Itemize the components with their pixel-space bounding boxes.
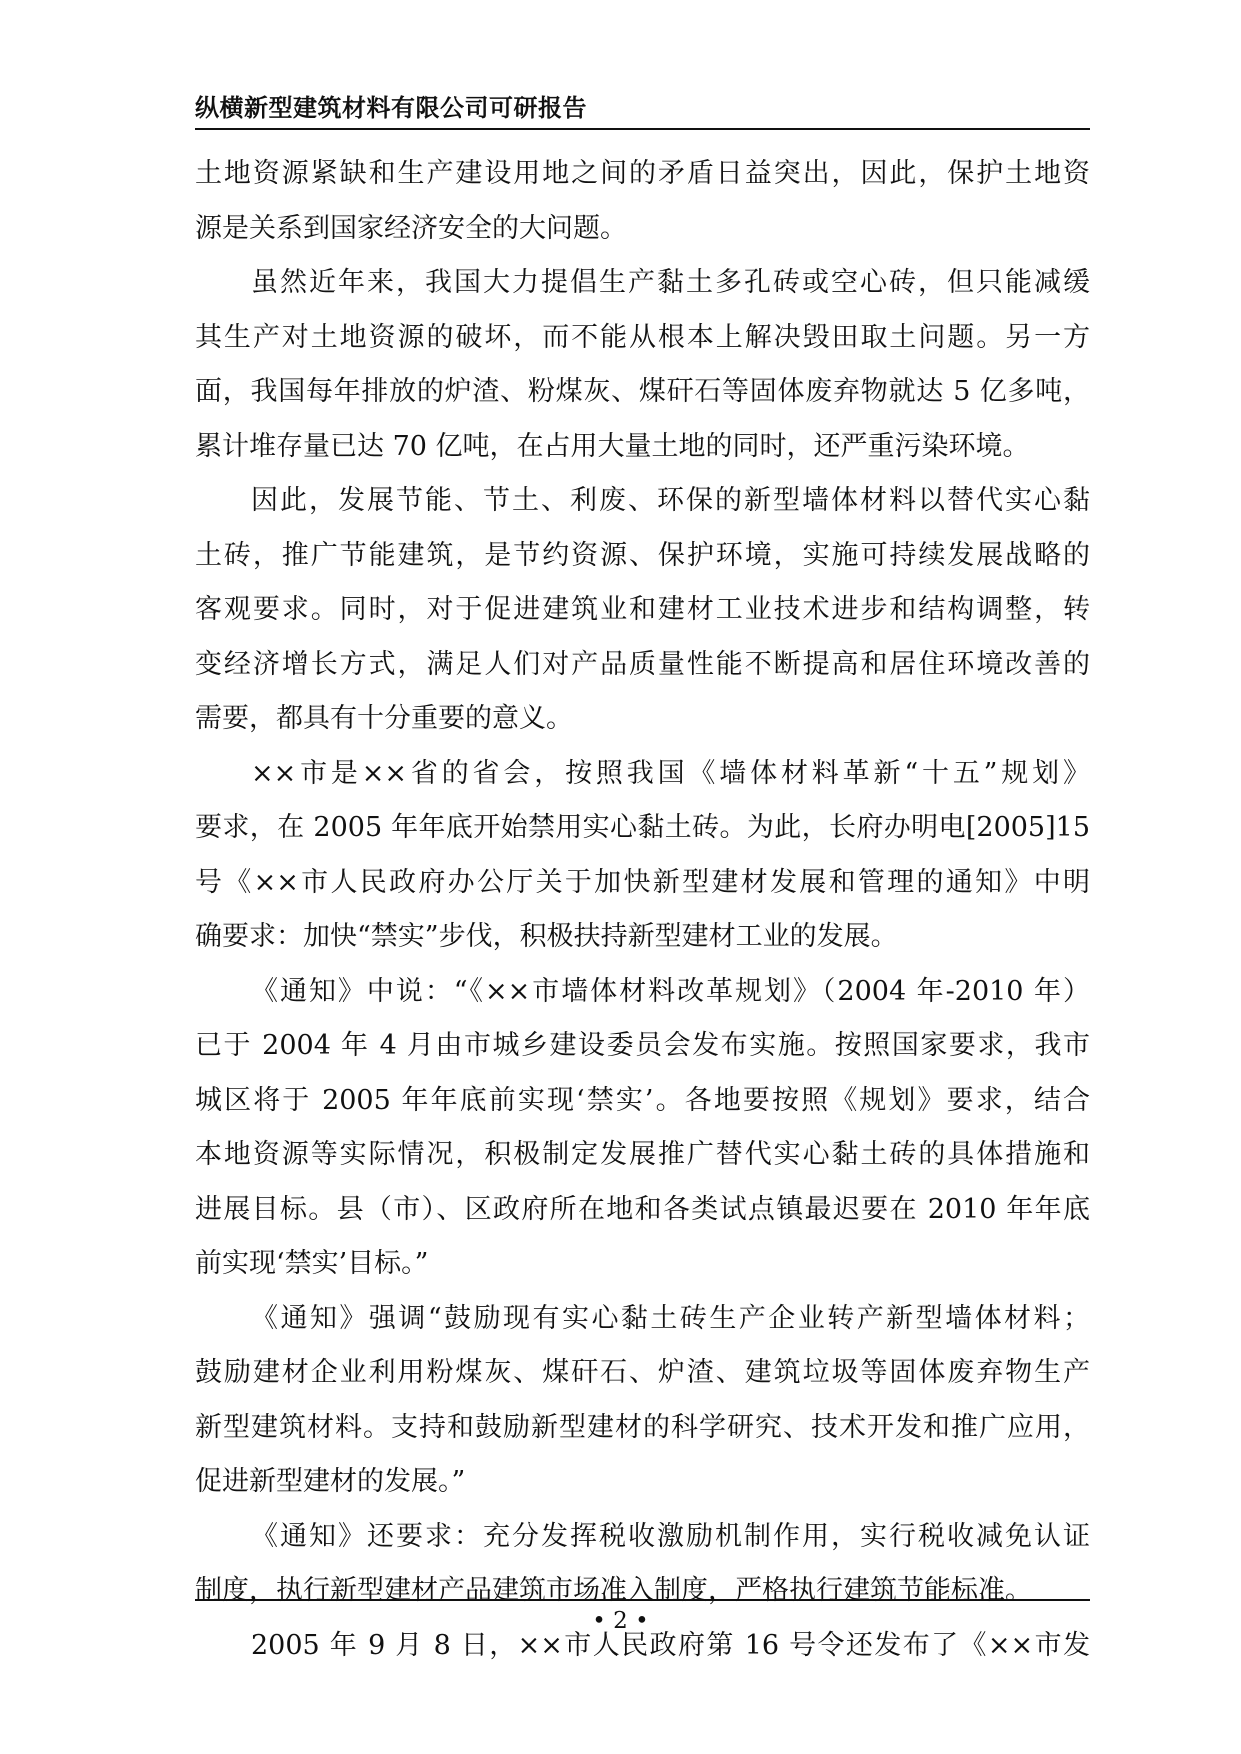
paragraph: [195, 474, 1090, 747]
text-line: 确要求：加快“禁实”步伐，积极扶持新型建材工业的发展。: [195, 921, 898, 952]
text-line: 促进新型建材的发展。”: [195, 1466, 466, 1497]
text-line: 其生产对土地资源的破坏，而不能从根本上解决毁田取土问题。另一方: [195, 321, 1090, 353]
text-line: 2005 年 9 月 8 日，××市人民政府第 16 号令还发布了《××市发: [251, 1629, 1090, 1661]
paragraph: [195, 1510, 1090, 1619]
paragraph: [195, 747, 1090, 965]
text-line: 进展目标。县（市）、区政府所在地和各类试点镇最迟要在 2010 年年底: [195, 1193, 1090, 1225]
text-line: 土地资源紧缺和生产建设用地之间的矛盾日益突出，因此，保护土地资: [195, 158, 1090, 189]
paragraph: [195, 256, 1090, 474]
paragraph: [195, 1292, 1090, 1510]
text-line: 需要，都具有十分重要的意义。: [195, 703, 573, 734]
text-line: 《通知》还要求：充分发挥税收激励机制作用，实行税收减免认证: [251, 1520, 1090, 1552]
text-line: 新型建筑材料。支持和鼓励新型建材的科学研究、技术开发和推广应用，: [195, 1411, 1090, 1443]
text-line: 鼓励建材企业利用粉煤灰、煤矸石、炉渣、建筑垃圾等固体废弃物生产: [195, 1357, 1090, 1388]
text-line: 制度，执行新型建材产品建筑市场准入制度，严格执行建筑节能标准。: [195, 1575, 1032, 1606]
text-line: 因此，发展节能、节土、利废、环保的新型墙体材料以替代实心黏: [251, 485, 1090, 516]
footer-rule: [195, 1599, 1090, 1601]
text-line: 虽然近年来，我国大力提倡生产黏土多孔砖或空心砖，但只能减缓: [251, 267, 1090, 298]
text-line: 本地资源等实际情况，积极制定发展推广替代实心黏土砖的具体措施和: [195, 1139, 1090, 1170]
text-line: 《通知》强调“鼓励现有实心黏土砖生产企业转产新型墙体材料；: [251, 1302, 1090, 1334]
text-line: 土砖，推广节能建筑，是节约资源、保护环境，实施可持续发展战略的: [195, 539, 1090, 571]
paragraph: [195, 147, 1090, 256]
page-number: • 2 •: [592, 1608, 649, 1634]
text-line: 累计堆存量已达 70 亿吨，在占用大量土地的同时，还严重污染环境。: [195, 430, 1030, 462]
text-line: 已于 2004 年 4 月由市城乡建设委员会发布实施。按照国家要求，我市: [195, 1030, 1090, 1061]
text-line: 面，我国每年排放的炉渣、粉煤灰、煤矸石等固体废弃物就达 5 亿多吨，: [195, 376, 1090, 407]
text-line: 客观要求。同时，对于促进建筑业和建材工业技术进步和结构调整，转: [195, 594, 1090, 625]
text-line: 城区将于 2005 年年底前实现‘禁实’。各地要按照《规划》要求，结合: [195, 1084, 1090, 1116]
text-line: 变经济增长方式，满足人们对产品质量性能不断提高和居住环境改善的: [195, 648, 1090, 680]
page-header: [195, 86, 1090, 130]
text-line: 《通知》中说：“《××市墙体材料改革规划》（2004 年-2010 年）: [251, 975, 1090, 1007]
text-line: ××市是××省的省会，按照我国《墙体材料革新“十五”规划》: [251, 757, 1090, 789]
body-text: [195, 147, 1090, 1673]
text-line: 要求，在 2005 年年底开始禁用实心黏土砖。为此，长府办明电[2005]15: [195, 812, 1090, 843]
text-line: 源是关系到国家经济安全的大问题。: [195, 212, 627, 244]
text-line: 前实现‘禁实’目标。”: [195, 1248, 429, 1279]
paragraph: [195, 965, 1090, 1292]
text-line: 号《××市人民政府办公厅关于加快新型建材发展和管理的通知》中明: [195, 866, 1090, 898]
header-title: 纵横新型建筑材料有限公司可研报告: [195, 94, 587, 122]
